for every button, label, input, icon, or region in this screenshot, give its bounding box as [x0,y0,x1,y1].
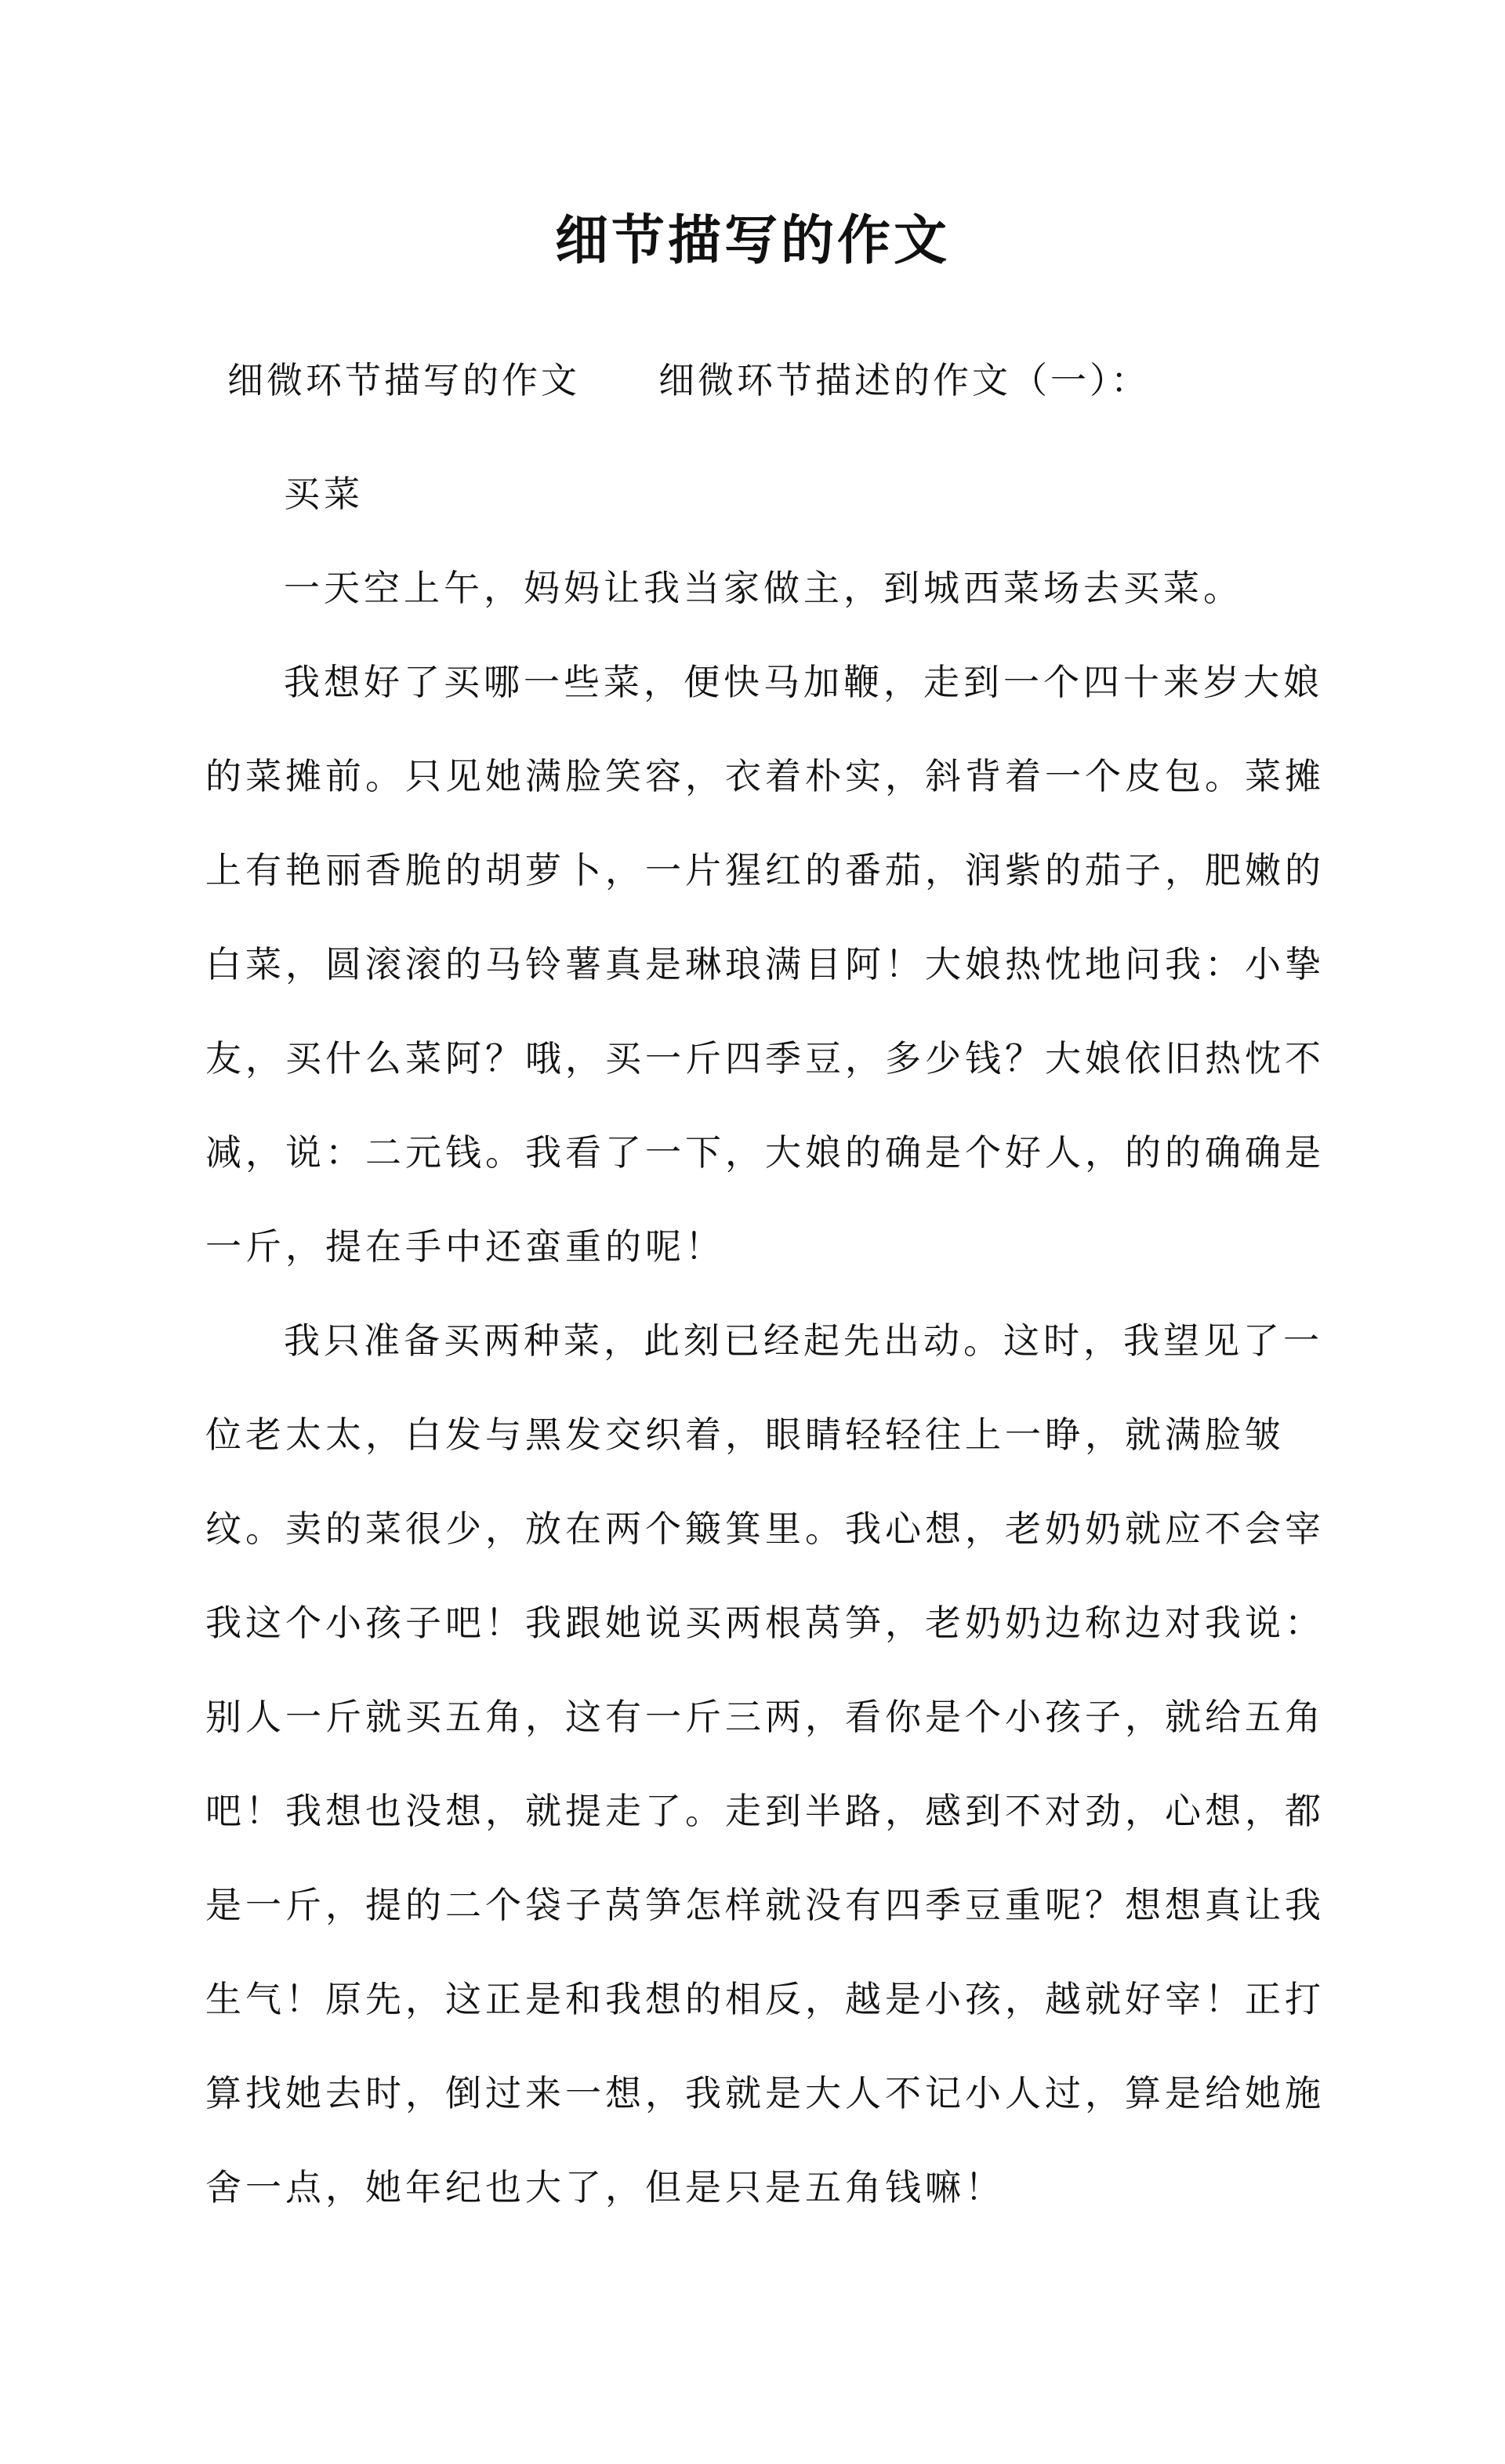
paragraph-1: 一天空上午，妈妈让我当家做主，到城西菜场去买菜。 [284,567,1243,609]
essay-heading: 买菜 [284,473,364,515]
document-subheading [227,353,1325,408]
subheading-left: 细微环节描写的作文 [227,359,580,401]
paragraph-2: 我想好了买哪一些菜，便快马加鞭，走到一个四十来岁大娘的菜摊前。只见她满脸笑容，衣着朴实，斜背着一个皮包。菜摊上有艳丽香脆的胡萝卜，一片猩红的番茄，润紫的茄子，肥嫩的白菜，圆滚滚的马铃薯真是琳琅满目阿！大娘热忱地问我：小挚友，买什么菜阿？哦，买一斤四季豆，多少钱？大娘依旧热忱不减，说：二元钱。我看了一下，大娘的确是个好人，的的确确是一斤，提在手中还蛮重的呢！ [205,661,1325,1268]
document-title: 细节描写的作文 [554,209,950,272]
document-body [205,447,1334,2234]
paragraph-3: 我只准备买两种菜，此刻已经起先出动。这时，我望见了一位老太太，白发与黑发交织着，眼睛轻轻往上一睁，就满脸皱纹。卖的菜很少，放在两个簸箕里。我心想，老奶奶就应不会宰我这个小孩子吧！我跟她说买两根莴笋，老奶奶边称边对我说：别人一斤就买五角，这有一斤三两，看你是个小孩子，就给五角吧！我想也没想，就提走了。走到半路，感到不对劲，心想，都是一斤，提的二个袋子莴笋怎样就没有四季豆重呢？想想真让我生气！原先，这正是和我想的相反，越是小孩，越就好宰！正打算找她去时，倒过来一想，我就是大人不记小人过，算是给她施舍一点，她年纪也大了，但是只是五角钱嘛！ [205,1319,1325,2208]
subheading-right: 细微环节描述的作文（一）： [658,359,1150,401]
